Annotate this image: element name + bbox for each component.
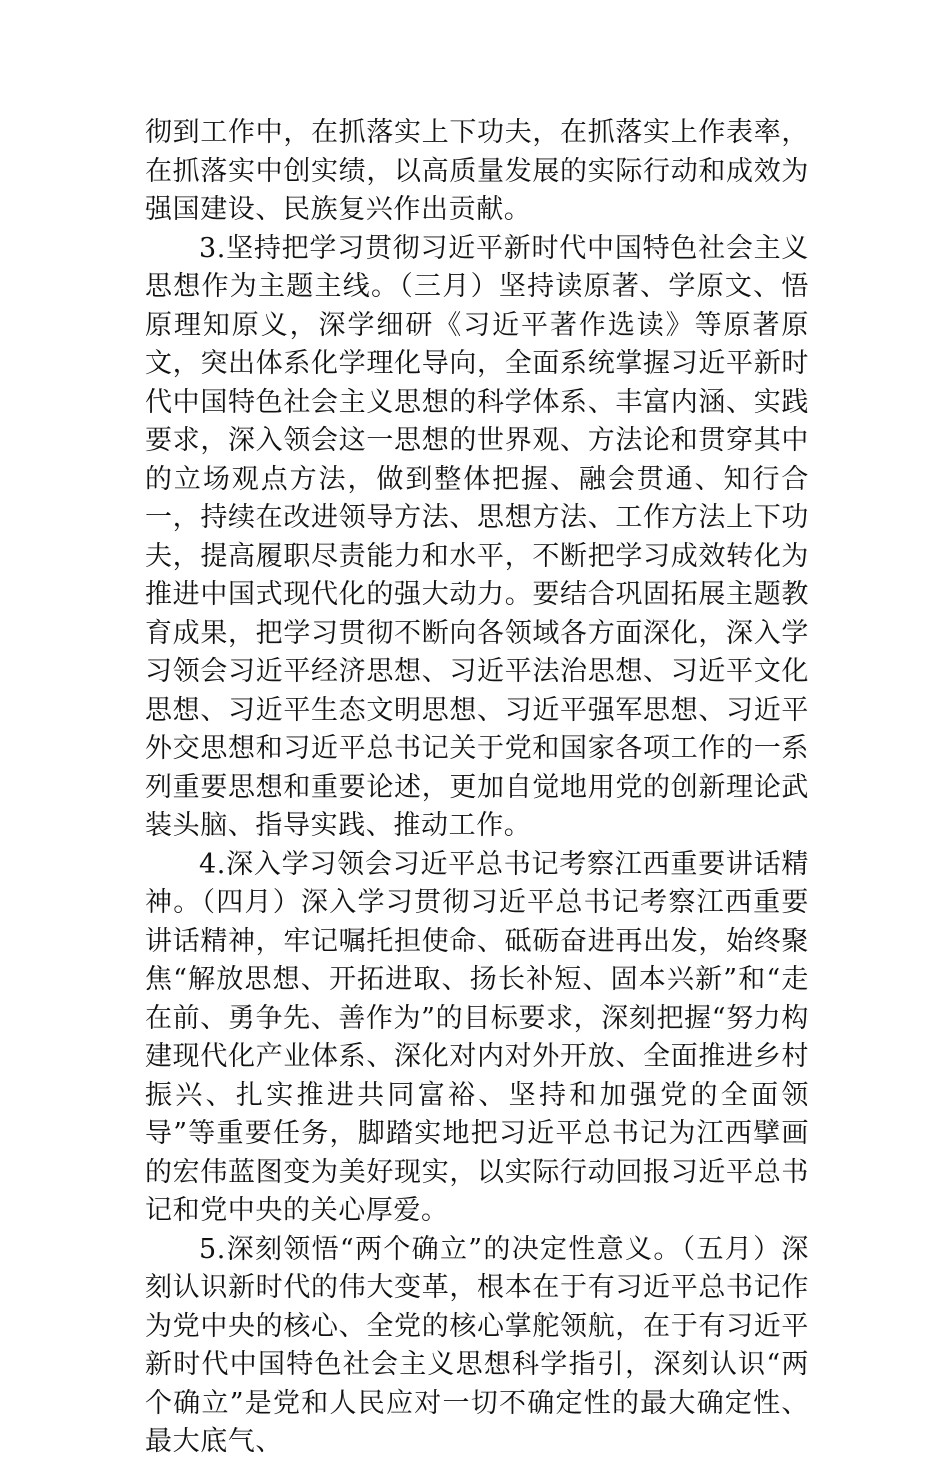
paragraph-item-5: 5.深刻领悟“两个确立”的决定性意义。（五月）深刻认识新时代的伟大变革，根本在于有习近平总书记作为党中央的核心、全党的核心掌舵领航，在于有习近平新时代中国特色社会主义思想科学指引，深刻认识“两个确立”是党和人民应对一切不确定性的最大确定性、最大底气、 [145,1233,809,1457]
paragraph-item-4: 4.深入学习领会习近平总书记考察江西重要讲话精神。（四月）深入学习贯彻习近平总书记考察江西重要讲话精神，牢记嘱托担使命、砥砺奋进再出发，始终聚焦“解放思想、开拓进取、扬长补短、固本兴新”和“走在前、勇争先、善作为”的目标要求，深刻把握“努力构建现代化产业体系、深化对内对外开放、全面推进乡村振兴、扎实推进共同富裕、坚持和加强党的全面领导”等重要任务，脚踏实地把习近平总书记为江西擘画的宏伟蓝图变为美好现实，以实际行动回报习近平总书记和党中央的关心厚爱。 [145,848,809,1226]
paragraph-continuation: 彻到工作中，在抓落实上下功夫，在抓落实上作表率，在抓落实中创实绩，以高质量发展的实际行动和成效为强国建设、民族复兴作出贡献。 [145,117,809,225]
paragraph-item-3: 3.坚持把学习贯彻习近平新时代中国特色社会主义思想作为主题主线。（三月）坚持读原著、学原文、悟原理知原义，深学细研《习近平著作选读》等原著原文，突出体系化学理化导向，全面系统掌握习近平新时代中国特色社会主义思想的科学体系、丰富内涵、实践要求，深入领会这一思想的世界观、方法论和贯穿其中的立场观点方法，做到整体把握、融会贯通、知行合一，持续在改进领导方法、思想方法、工作方法上下功夫，提高履职尽责能力和水平，不断把学习成效转化为推进中国式现代化的强大动力。要结合巩固拓展主题教育成果，把学习贯彻不断向各领域各方面深化，深入学习领会习近平经济思想、习近平法治思想、习近平文化思想、习近平生态文明思想、习近平强军思想、习近平外交思想和习近平总书记关于党和国家各项工作的一系列重要思想和重要论述，更加自觉地用党的创新理论武装头脑、指导实践、推动工作。 [145,232,809,841]
document-body [145,114,809,1462]
